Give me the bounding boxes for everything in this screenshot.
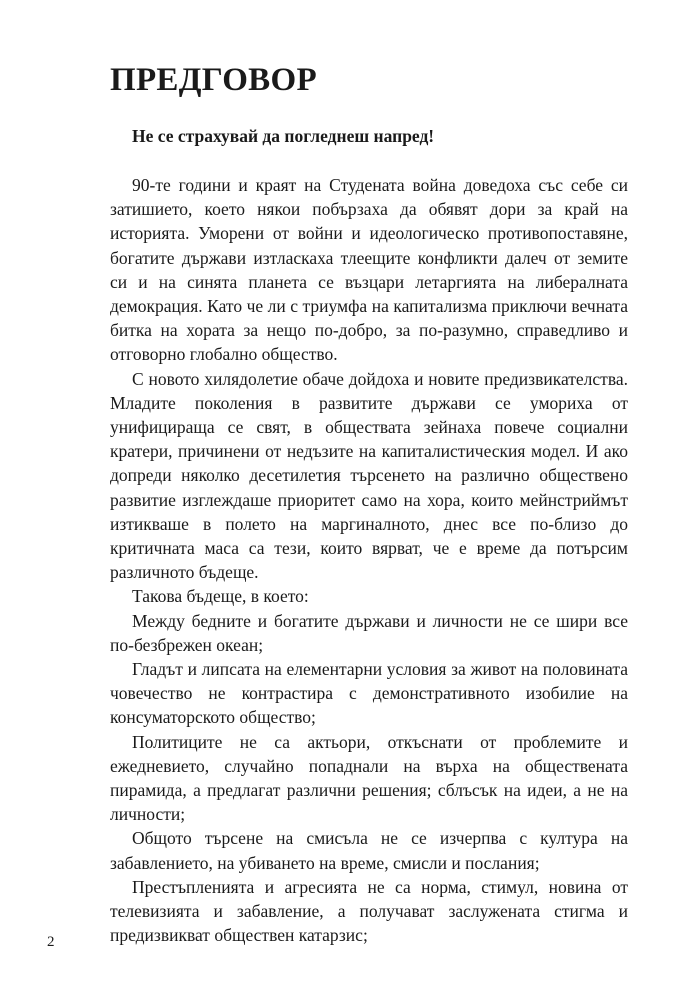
paragraph: Между бедните и богатите държави и личности не се шири все по-безбрежен океан;: [110, 610, 628, 655]
paragraph: Престъпленията и агресията не са норма, стимул, новина от телевизията и забавление, а получават заслужената стигма и предизвикват обществен катарзис;: [110, 876, 628, 946]
paragraph: С новото хилядолетие обаче дойдоха и новите предизвикателства. Младите поколения в развитите държави се умориха от унифицираща се свят, в обществата зейнаха повече социални кратери, причинени от недъзите на капиталистическия модел. И ако допреди няколко десетилетия търсенето на различно обществено развитие изглеждаше приоритет само на хора, които мейнстриймът изтикваше в полето на маргиналното, днес все по-близо до критичната маса са тези, които вярват, че е време да потърсим различното бъдеще.: [110, 368, 628, 583]
body-text: [110, 173, 628, 948]
paragraph: Общото търсене на смисъла не се изчерпва с култура на забавлението, на убиването на време, смисли и послания;: [110, 828, 628, 873]
page-number: 2: [47, 934, 55, 950]
paragraph: Такова бъдеще, в което:: [132, 586, 309, 607]
page-title: ПРЕДГОВОР: [110, 62, 317, 98]
paragraph: 90-те години и краят на Студената война доведоха със себе си затишието, което някои побързаха да обявят дори за край на историята. Уморени от войни и идеологическо противопоставяне, богатите държави изтласкаха тлеещите конфликти далеч от земите си и на синята планета се възцари летаргията на либералната демокрация. Като че ли с триумфа на капитализма приключи вечната битка на хората за нещо по-добро, за по-разумно, справедливо и отговорно глобално общество.: [110, 175, 628, 365]
paragraph: Политиците не са актьори, откъснати от проблемите и ежедневието, случайно попаднали на върха на обществената пирамида, а предлагат различни решения; сблъсък на идеи, а не на личности;: [110, 731, 628, 825]
section-subtitle: Не се страхувай да погледнеш напред!: [132, 126, 435, 146]
paragraph: Гладът и липсата на елементарни условия за живот на половината човечество не контрастира с демонстративното изобилие на консуматорското общество;: [110, 659, 628, 728]
